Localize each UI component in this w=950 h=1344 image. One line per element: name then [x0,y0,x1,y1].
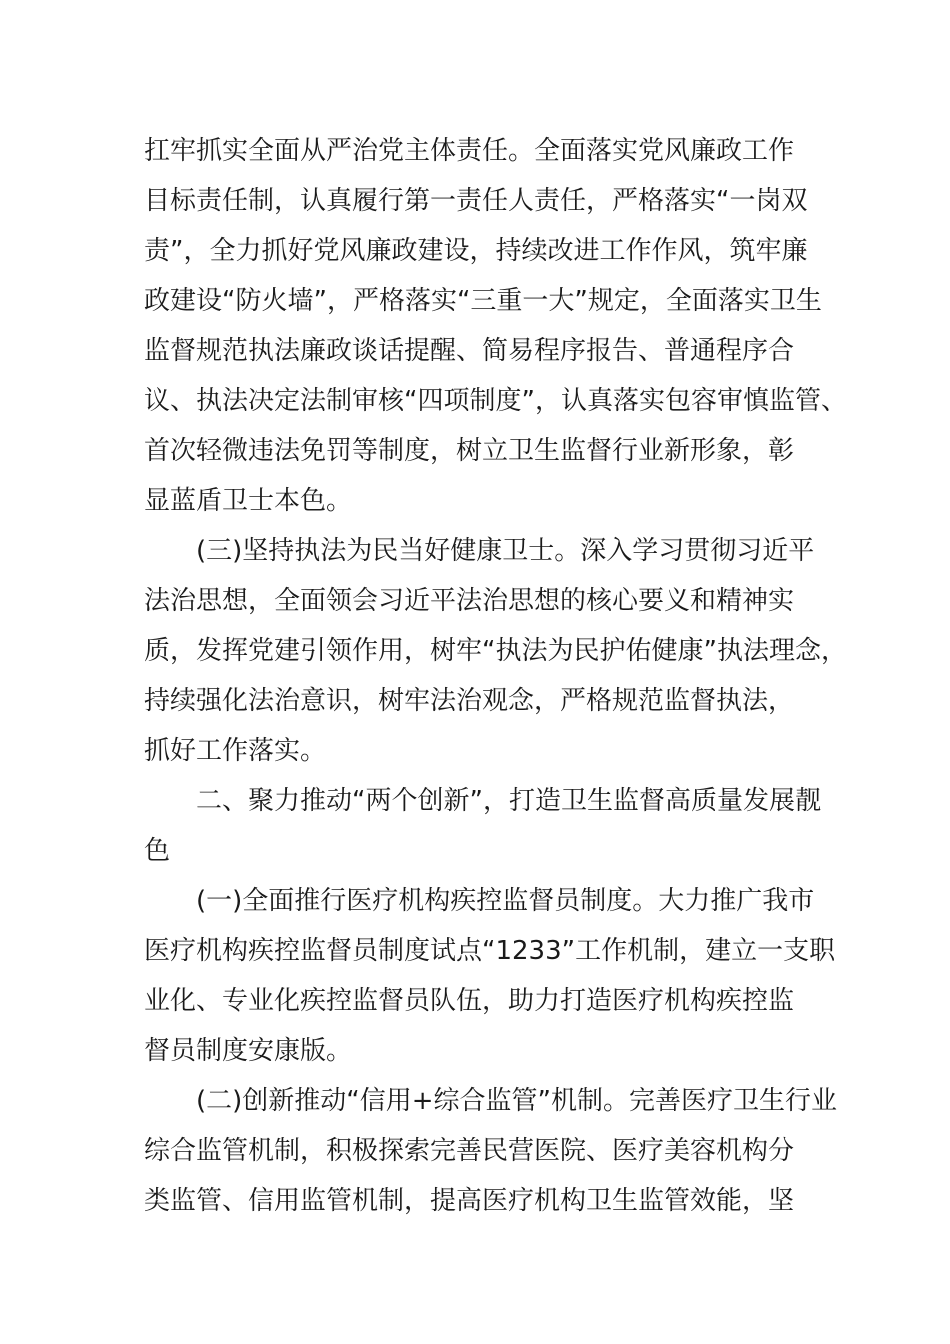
text-line: 督员制度安康版。 [144,1036,353,1066]
text-line: 目标责任制，认真履行第一责任人责任，严格落实“一岗双 [144,186,808,216]
text-line: 法治思想，全面领会习近平法治思想的核心要义和精神实 [144,586,795,616]
text-line: 显蓝盾卫士本色。 [144,486,353,516]
text-line: 业化、专业化疾控监督员队伍，助力打造医疗机构疾控监 [144,986,795,1016]
text-line: 责”，全力抓好党风廉政建设，持续改进工作作风，筑牢廉 [144,236,808,266]
text-line: 首次轻微违法免罚等制度，树立卫生监督行业新形象，彰 [144,436,795,466]
text-line: 抓好工作落实。 [144,736,327,766]
text-line: (三)坚持执法为民当好健康卫士。深入学习贯彻习近平 [196,536,815,566]
text-line: 质，发挥党建引领作用，树牢“执法为民护佑健康”执法理念， [144,636,847,666]
text-line: 二、聚力推动“两个创新”，打造卫生监督高质量发展靓 [196,786,821,816]
text-line: 类监管、信用监管机制，提高医疗机构卫生监管效能，坚 [144,1186,795,1216]
text-line: 持续强化法治意识，树牢法治观念，严格规范监督执法， [144,686,795,716]
text-line: 医疗机构疾控监督员制度试点“1233”工作机制，建立一支职 [144,936,836,966]
text-line: 综合监管机制，积极探索完善民营医院、医疗美容机构分 [144,1136,795,1166]
text-line: (一)全面推行医疗机构疾控监督员制度。大力推广我市 [196,886,815,916]
text-line: 议、执法决定法制审核“四项制度”，认真落实包容审慎监管、 [144,386,847,416]
document-body [144,126,847,1226]
text-line: 政建设“防火墙”，严格落实“三重一大”规定，全面落实卫生 [144,286,822,316]
text-line: 色 [144,836,171,866]
text-line: (二)创新推动“信用+综合监管”机制。完善医疗卫生行业 [196,1086,838,1116]
text-line: 扛牢抓实全面从严治党主体责任。全面落实党风廉政工作 [144,136,795,166]
text-line: 监督规范执法廉政谈话提醒、简易程序报告、普通程序合 [144,336,795,366]
